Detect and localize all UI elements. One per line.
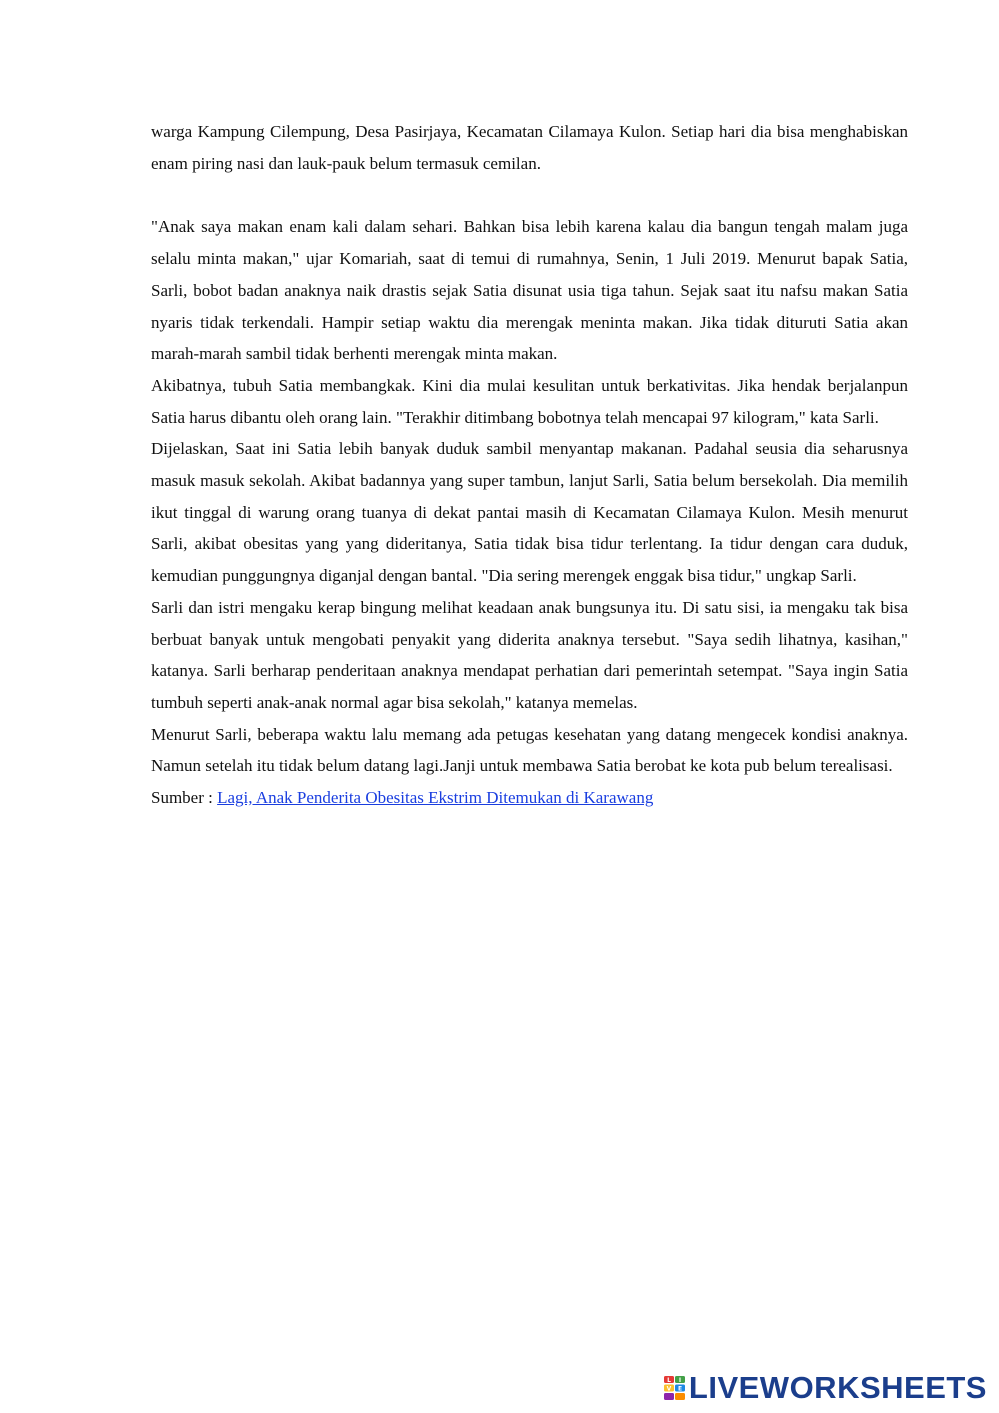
liveworksheets-branding [664,1372,987,1403]
svg-text:L: L [666,1376,671,1384]
brand-name: LIVEWORKSHEETS [688,1370,987,1405]
document-page [151,116,908,814]
paragraph-3: Akibatnya, tubuh Satia membangkak. Kini dia mulai kesulitan untuk berkativitas. Jika hendak berjalanpun Satia harus dibantu oleh orang lain. "Terakhir ditimbang bobotnya telah mencapai 97 kilogram," kata Sarli. [151,375,908,427]
paragraph-5: Sarli dan istri mengaku kerap bingung melihat keadaan anak bungsunya itu. Di satu sisi, ia mengaku tak bisa berbuat banyak untuk mengobati penyakit yang diderita anaknya tersebut. "Saya sedih lihatnya, kasihan," katanya. Sarli berharap penderitaan anaknya mendapat perhatian dari pemerintah setempat. "Saya ingin Satia tumbuh seperti anak-anak normal agar bisa sekolah," katanya memelas. [151,597,908,712]
liveworksheets-logo-icon [664,1376,686,1400]
svg-text:I: I [678,1376,682,1384]
paragraph-1: warga Kampung Cilempung, Desa Pasirjaya, Kecamatan Cilamaya Kulon. Setiap hari dia bisa menghabiskan enam piring nasi dan lauk-pauk belum termasuk cemilan. [151,122,908,173]
paragraph-2: "Anak saya makan enam kali dalam sehari. Bahkan bisa lebih karena kalau dia bangun tengah malam juga selalu minta makan," ujar Komariah, saat di temui di rumahnya, Senin, 1 Juli 2019. Menurut bapak Satia, Sarli, bobot badan anaknya naik drastis sejak Satia disunat usia tiga tahun. Sejak saat itu nafsu makan Satia nyaris tidak terkendali. Hampir setiap waktu dia merengak meninta makan. Jika tidak dituruti Satia akan marah-marah sambil tidak berhenti merengak minta makan. [151,217,908,364]
paragraph-4: Dijelaskan, Saat ini Satia lebih banyak duduk sambil menyantap makanan. Padahal seusia dia seharusnya masuk masuk sekolah. Akibat badannya yang super tambun, lanjut Sarli, Satia belum bersekolah. Dia memilih ikut tinggal di warung orang tuanya di dekat pantai masih di Kecamatan Cilamaya Kulon. Mesih menurut Sarli, akibat obesitas yang yang dideritanya, Satia tidak bisa tidur terlentang. Ia tidur dengan cara duduk, kemudian punggungnya diganjal dengan bantal. "Dia sering merengek enggak bisa tidur," ungkap Sarli. [151,439,908,586]
source-line [151,782,908,814]
svg-text:V: V [666,1384,672,1392]
source-label: Sumber : [151,788,218,808]
svg-text:E: E [677,1384,682,1392]
paragraph-6: Menurut Sarli, beberapa waktu lalu memang ada petugas kesehatan yang datang mengecek kondisi anaknya. Namun setelah itu tidak belum datang lagi.Janji untuk membawa Satia berobat ke kota pub belum terealisasi. [151,724,908,776]
source-link[interactable]: Lagi, Anak Penderita Obesitas Ekstrim Ditemukan di Karawang [217,788,654,808]
